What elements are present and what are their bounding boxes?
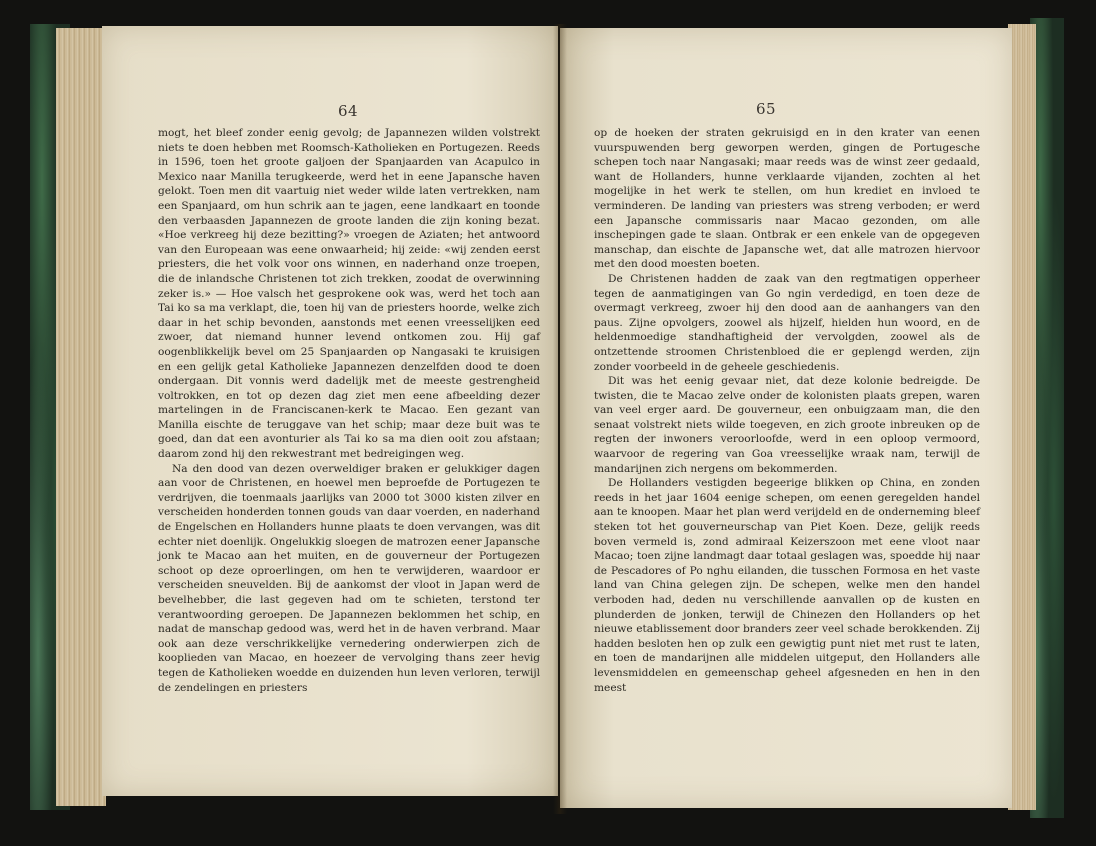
paragraph: Na den dood van dezen overweldiger braken er gelukkiger dagen aan voor de Christenen, en hoewel men beproefde de Portugezen te verdrijven, die toenmaals jaarlijks van 2000 tot 3000 kisten zilver en verscheiden honderden tonnen gouds van daar voerden, en naderhand de Engelschen en Hollanders hunne plaats te doen vervangen, was dit echter niet doenlijk. Ongelukkig sloegen de matrozen eener Japansche jonk te Macao aan het muiten, en de gouverneur der Portugezen schoot op deze oproerlingen, om hen te verwijderen, waardoor er verscheiden sneuvelden. Bij de aankomst der vloot in Japan werd de bevelhebber, die last gegeven had om te schieten, terstond ter verantwoording geroepen. De Japannezen beklommen het schip, en nadat de manschap gedood was, werd het in de haven verbrand. Maar ook aan deze verschrikkelijke vernedering onderwierpen zich de kooplieden van Macao, en hoezeer de vervolging thans zeer hevig tegen de Katholieken woedde en duizenden hun leven verloren, terwijl de zendelingen en priesters (158, 462, 540, 694)
right-page (560, 28, 1012, 808)
page-number: 65 (756, 100, 777, 118)
paragraph: De Christenen hadden de zaak van den regtmatigen opperheer tegen de aanmatigingen van Go ngin verdedigd, en toen deze de overmagt verkreeg, zwoer hij den dood aan de aanhangers van den paus. Zijne opvolgers, zoowel als hijzelf, hielden hun woord, en de heldenmoedige standhaftigheid der vervolgden, zoowel als de ontzettende stroomen Christenbloed die er geplengd werden, zijn zonder voorbeeld in de geheele geschiedenis. (594, 272, 980, 373)
paragraph: mogt, het bleef zonder eenig gevolg; de Japannezen wilden volstrekt niets te doen hebben met Roomsch-Katholieken en Portugezen. Reeds in 1596, toen het groote galjoen der Spanjaarden van Acapulco in Mexico naar Manilla terugkeerde, werd het in eene Japansche haven gelokt. Toen men dit vaartuig niet weder wilde laten vertrekken, nam een Spanjaard, om hun schrik aan te jagen, eene landkaart en toonde den verbaasden Japannezen de groote landen die zijn koning bezat. «Hoe verkreeg hij deze bezitting?» vroegen de Aziaten; het antwoord van den Europeaan was eene onwaarheid; hij zeide: «wij zenden eerst priesters, die het volk voor ons winnen, en naderhand onze troepen, die de inlandsche Christenen tot zich trekken, zoodat de overwinning zeker is.» — Hoe valsch het gesprokene ook was, werd het toch aan Tai ko sa ma verklapt, die, toen hij van de priesters hoorde, welke zich daar in het schip bevonden, aanstonds met eenen vreesselijken eed zwoer, dat niemand hunner levend ontkomen zou. Hij gaf oogenblikkelijk bevel om 25 Spanjaarden op Nangasaki te kruisigen en een gelijk getal Katholieke Japannezen denzelfden dood te doen ondergaan. Dit vonnis werd dadelijk met de meeste gestrengheid voltrokken, en tot op dezen dag ziet men eene afbeelding dezer martelingen in de Franciscanen-kerk te Macao. Een gezant van Manilla eischte de teruggave van het schip; maar deze buit was te goed, dan dat een avonturier als Tai ko sa ma dien ooit zou afstaan; daarom zond hij den rekwestrant met bedreigingen weg. (158, 127, 540, 461)
right-page-edges (1008, 24, 1036, 810)
left-page-edges (56, 28, 106, 806)
page-text (594, 126, 980, 695)
paragraph: De Hollanders vestigden begeerige blikken op China, en zonden reeds in het jaar 1604 eenige schepen, om eenen geregelden handel aan te knoopen. Maar het plan werd verijdeld en de onderneming bleef steken tot het gouverneurschap van Piet Koen. Deze, gelijk reeds boven vermeld is, zond admiraal Keizerszoon met eene vloot naar Macao; toen zijne landmagt daar totaal geslagen was, spoedde hij naar de Pescadores of Po nghu eilanden, die tusschen Formosa en het vaste land van China gelegen zijn. De schepen, welke men den handel verboden had, deden nu verschillende aanvallen op de kusten en plunderden de jonken, terwijl de Chinezen den Hollanders op het nieuwe etablissement door branders zeer veel schade berokkenden. Zij hadden besloten hen op zulk een gewigtig punt niet met rust te laten, en toen de mandarijnen alle middelen uitgeput, den Hollanders alle levensmiddelen en gemeenschap geheel afgesneden en hen in den meest (594, 477, 980, 694)
page-number: 64 (338, 102, 359, 120)
paragraph: Dit was het eenig gevaar niet, dat deze kolonie bedreigde. De twisten, die te Macao zelve onder de kolonisten plaats grepen, waren van veel erger aard. De gouverneur, een onbuigzaam man, die den senaat volstrekt niets wilde toegeven, en zich groote inbreuken op de regten der inwoners veroorloofde, werd in een oploop vermoord, waarvoor de regering van Goa vreesselijke wraak nam, terwijl de mandarijnen zich nergens om bekommerden. (594, 375, 980, 475)
page-text (158, 126, 540, 695)
left-page (102, 26, 558, 796)
paragraph: op de hoeken der straten gekruisigd en in den krater van eenen vuurspuwenden berg geworpen werden, gingen de Portugesche schepen toch naar Nangasaki; maar reeds was de winst zeer gedaald, want de Hollanders, hunne verklaarde vijanden, zochten al het mogelijke in het werk te stellen, om hun krediet en invloed te verminderen. De landing van priesters was streng verboden; er werd een Japansche commissaris naar Macao gezonden, om alle inschepingen gade te slaan. Ontbrak er een enkele van de opgegeven manschap, dan eischte de Japansche wet, dat alle matrozen hiervoor met den dood moesten boeten. (594, 127, 980, 271)
book-gutter (553, 24, 567, 814)
